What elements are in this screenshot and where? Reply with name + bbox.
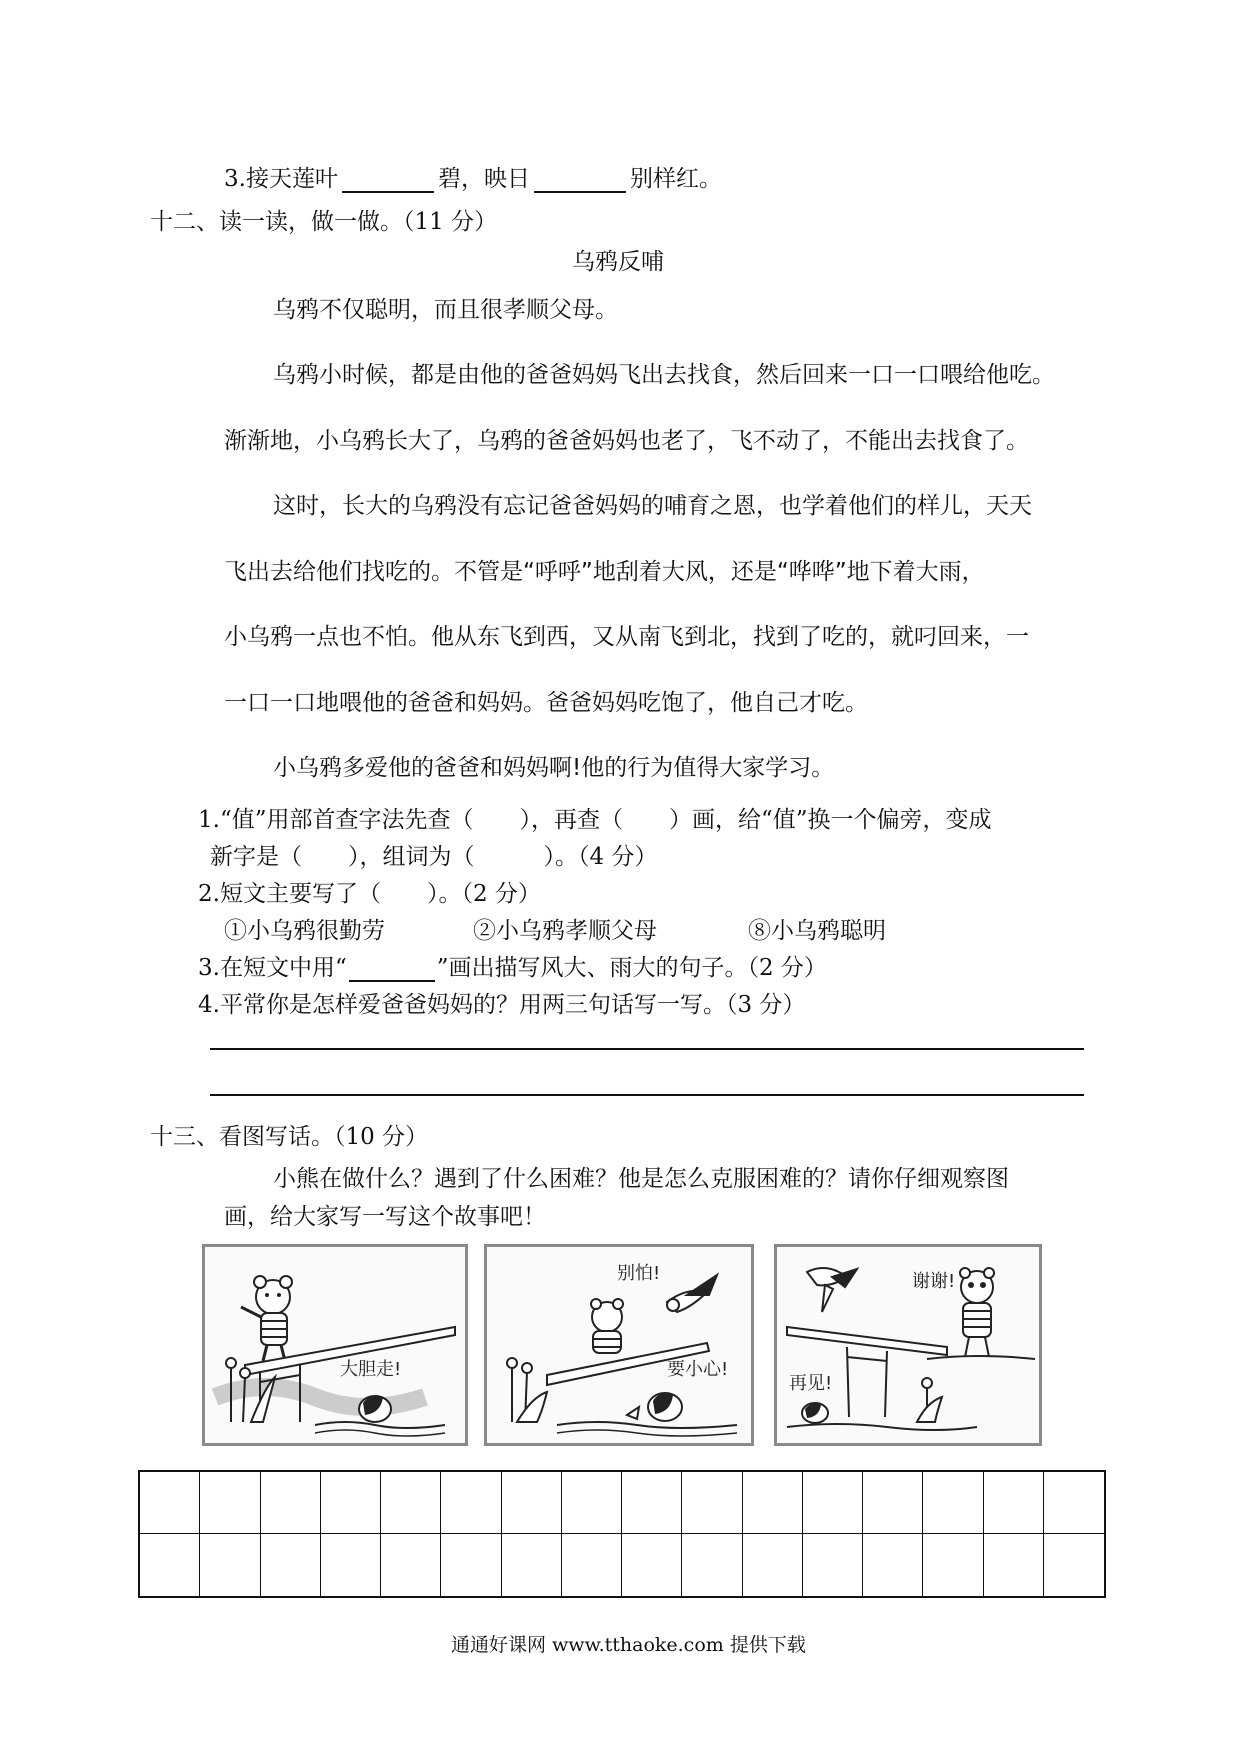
footer: 通通好课网 www.tthaoke.com 提供下载	[451, 1634, 806, 1656]
story-line: 乌鸦小时候，都是由他的爸爸妈妈飞出去找食，然后回来一口一口喂给他吃。	[273, 362, 1055, 388]
writing-grid	[138, 1470, 1106, 1598]
section-12-title: 十二、读一读，做一做。（11 分）	[150, 209, 498, 235]
poem-text-after: 别样红。	[629, 166, 722, 192]
grid-cell[interactable]	[502, 1534, 562, 1596]
grid-cell[interactable]	[984, 1534, 1044, 1596]
picture-2-bubble-1: 别怕!	[617, 1263, 661, 1284]
grid-cell[interactable]	[140, 1534, 200, 1596]
grid-cell[interactable]	[1044, 1472, 1104, 1534]
grid-cell[interactable]	[863, 1472, 923, 1534]
picture-2	[484, 1244, 754, 1446]
bird-icon	[667, 1275, 717, 1312]
grid-cell[interactable]	[562, 1472, 622, 1534]
poem-line-3	[224, 160, 722, 193]
grid-cell[interactable]	[261, 1472, 321, 1534]
question-2-option-2[interactable]: ②小乌鸦孝顺父母	[473, 918, 657, 944]
story-title: 乌鸦反哺	[572, 249, 664, 275]
grid-cell[interactable]	[682, 1534, 742, 1596]
poem-text-middle: 碧，映日	[437, 166, 530, 192]
picture-2-bubble-2: 要小心!	[667, 1359, 729, 1380]
question-2-option-1[interactable]: ①小乌鸦很勤劳	[224, 918, 385, 944]
grid-cell[interactable]	[803, 1534, 863, 1596]
bear-icon	[241, 1276, 292, 1361]
question-2: 2.短文主要写了（ ）。（2 分）	[198, 881, 541, 907]
section-13-title: 十三、看图写话。（10 分）	[150, 1124, 429, 1150]
story-line: 一口一口地喂他的爸爸和妈妈。爸爸妈妈吃饱了，他自己才吃。	[224, 690, 868, 716]
story-line: 乌鸦不仅聪明，而且很孝顺父母。	[273, 297, 618, 323]
bird-icon	[807, 1268, 857, 1312]
poem-blank-1[interactable]	[342, 167, 434, 193]
grid-cell[interactable]	[682, 1472, 742, 1534]
section-13-prompt-line-2: 画，给大家写一写这个故事吧！	[224, 1204, 546, 1230]
answer-line-2[interactable]	[210, 1094, 1084, 1096]
grid-cell[interactable]	[984, 1472, 1044, 1534]
underline-sample	[349, 956, 435, 982]
grid-cell[interactable]	[200, 1534, 260, 1596]
grid-cell[interactable]	[743, 1534, 803, 1596]
grid-cell[interactable]	[923, 1472, 983, 1534]
fish-icon	[802, 1403, 828, 1423]
picture-3-bubble-1: 谢谢!	[912, 1271, 956, 1292]
story-line: 这时，长大的乌鸦没有忘记爸爸妈妈的哺育之恩，也学着他们的样儿，天天	[273, 493, 1032, 519]
question-3-text-before: 3.在短文中用“	[198, 955, 347, 981]
grid-cell[interactable]	[321, 1534, 381, 1596]
question-1-line-2: 新字是（ ），组词为（ ）。（4 分）	[210, 844, 658, 870]
grid-cell[interactable]	[140, 1472, 200, 1534]
grid-cell[interactable]	[502, 1472, 562, 1534]
grid-cell[interactable]	[622, 1472, 682, 1534]
fish-icon	[627, 1393, 682, 1421]
grid-cell[interactable]	[562, 1534, 622, 1596]
question-4: 4.平常你是怎样爱爸爸妈妈的？用两三句话写一写。（3 分）	[198, 992, 806, 1018]
story-line: 飞出去给他们找吃的。不管是“呼呼”地刮着大风，还是“哗哗”地下着大雨，	[224, 559, 985, 585]
flower-icon	[917, 1378, 942, 1422]
question-3-text-after: ”画出描写风大、雨大的句子。（2 分）	[436, 955, 827, 981]
grid-cell[interactable]	[441, 1472, 501, 1534]
picture-3	[774, 1244, 1042, 1446]
grid-cell[interactable]	[622, 1534, 682, 1596]
story-line: 小乌鸦一点也不怕。他从东飞到西，又从南飞到北，找到了吃的，就叼回来，一	[224, 624, 1029, 650]
grid-cell[interactable]	[200, 1472, 260, 1534]
poem-text-before: 3.接天莲叶	[224, 166, 338, 192]
answer-line-1[interactable]	[210, 1048, 1084, 1050]
bear-icon	[960, 1268, 994, 1357]
poem-blank-2[interactable]	[534, 167, 626, 193]
grid-cell[interactable]	[743, 1472, 803, 1534]
section-13-prompt-line-1: 小熊在做什么？遇到了什么困难？他是怎么克服困难的？请你仔细观察图	[273, 1166, 1009, 1192]
grid-cell[interactable]	[923, 1534, 983, 1596]
question-2-option-3[interactable]: ⑧小乌鸦聪明	[748, 918, 886, 944]
grid-cell[interactable]	[803, 1472, 863, 1534]
grid-cell[interactable]	[1044, 1534, 1104, 1596]
story-line: 渐渐地，小乌鸦长大了，乌鸦的爸爸妈妈也老了，飞不动了，不能出去找食了。	[224, 428, 1029, 454]
question-1-line-1: 1.“值”用部首查字法先查（ ），再查（ ）画，给“值”换一个偏旁，变成	[198, 807, 992, 833]
picture-1	[202, 1244, 468, 1446]
grid-cell[interactable]	[381, 1472, 441, 1534]
question-3	[198, 949, 827, 982]
grid-cell[interactable]	[441, 1534, 501, 1596]
bear-icon	[591, 1299, 623, 1353]
grid-cell[interactable]	[321, 1472, 381, 1534]
story-line: 小乌鸦多爱他的爸爸和妈妈啊!他的行为值得大家学习。	[273, 755, 835, 781]
picture-3-bubble-2: 再见!	[789, 1373, 833, 1394]
fish-icon	[359, 1396, 391, 1422]
flower-icon	[507, 1358, 547, 1422]
grid-cell[interactable]	[261, 1534, 321, 1596]
picture-1-bubble: 大胆走!	[340, 1359, 402, 1380]
grid-cell[interactable]	[863, 1534, 923, 1596]
grid-cell[interactable]	[381, 1534, 441, 1596]
